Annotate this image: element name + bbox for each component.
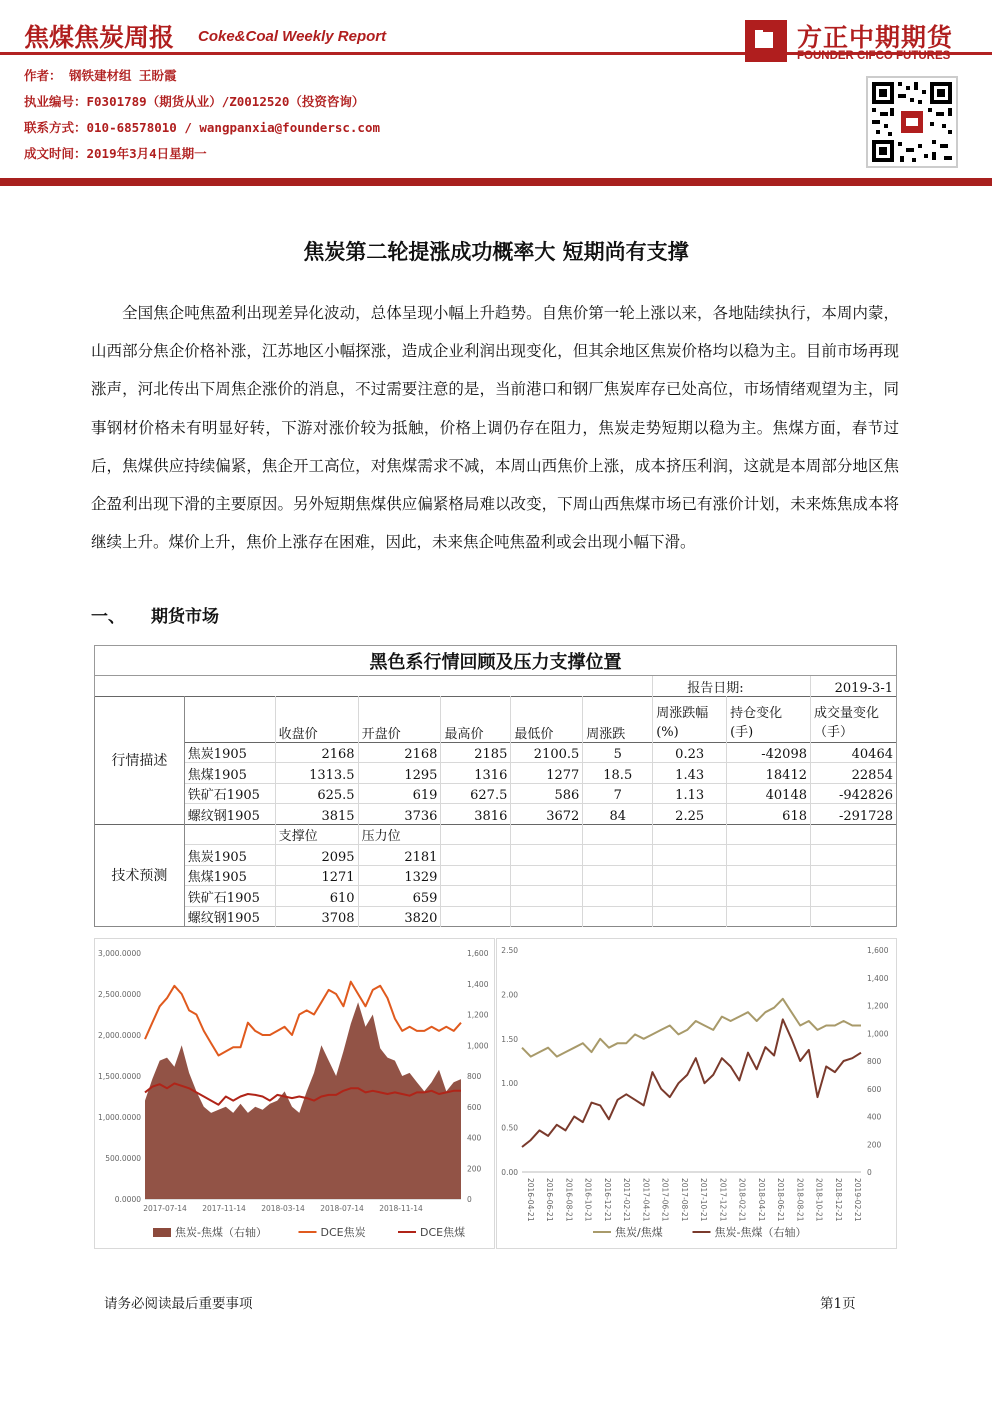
x-tick-label: 2018-03-14 [261,1204,305,1213]
y-right-tick-label: 600 [867,1084,882,1094]
chart-2-svg [497,939,896,1248]
y-right-tick-label: 600 [467,1102,482,1112]
x-tick-label: 2018-06-21 [776,1178,786,1222]
series-line [522,999,861,1057]
x-tick-label: 2018-12-21 [833,1178,843,1222]
cell: 1316 [441,763,511,784]
series-line [145,982,461,1056]
x-tick-label: 2016-10-21 [583,1178,593,1222]
y-left-tick-label: 0.00 [501,1168,518,1177]
report-title-en: Coke&Coal Weekly Report [198,28,387,45]
x-tick-label: 2018-10-21 [814,1178,824,1222]
col-header: 开盘价 [358,696,441,742]
cell: 610 [275,886,358,907]
x-tick-label: 2018-11-14 [379,1204,423,1213]
report-date-value: 2019-3-1 [811,676,897,697]
x-tick-label: 2017-12-21 [718,1178,728,1222]
x-tick-label: 2016-08-21 [564,1178,574,1222]
x-tick-label: 2017-10-21 [699,1178,709,1222]
col-header: 最高价 [441,696,511,742]
cell: 1.43 [653,763,727,784]
cell: 2095 [275,845,358,866]
row-name: 焦炭1905 [187,747,247,762]
page-number: 第1页 [820,1296,856,1312]
legend-label: DCE焦炭 [320,1226,366,1239]
y-right-tick-label: 200 [467,1164,482,1174]
logo-text-cn: 方正中期期货 [797,23,954,52]
report-header [0,0,992,178]
cell: 1313.5 [275,763,358,784]
cell: 586 [511,783,583,804]
y-right-tick-label: 200 [867,1140,882,1150]
x-tick-label: 2017-08-21 [679,1178,689,1222]
y-left-tick-label: 2,000.0000 [98,1031,141,1040]
x-tick-label: 2016-12-21 [602,1178,612,1222]
y-left-tick-label: 2.00 [501,990,518,1000]
cell: 84 [583,804,653,825]
cell: 7 [583,783,653,804]
x-tick-label: 2016-06-21 [545,1178,555,1222]
section-heading [91,602,219,627]
y-right-tick-label: 1,600 [467,949,489,958]
y-left-tick-label: 2,500.0000 [98,990,141,999]
market-description-label: 行情描述 [95,696,185,824]
y-right-tick-label: 1,200 [867,1001,889,1011]
cell: 3708 [275,906,358,927]
cell: -942826 [811,783,897,804]
x-tick-label: 2018-02-21 [737,1178,747,1222]
y-right-tick-label: 1,000 [467,1041,489,1051]
cell: 2185 [441,742,511,763]
cell: 40464 [811,742,897,763]
y-right-tick-label: 1,000 [867,1029,889,1039]
series-area [145,1002,461,1199]
x-tick-label: 2018-04-21 [756,1178,766,1222]
author-line: 作者： 钢铁建材组 王盼霞 [24,68,177,83]
row-name: 焦煤1905 [187,767,247,783]
chart-1-svg [95,939,494,1248]
cell: 2.25 [653,804,727,825]
cell: 0.23 [653,742,727,763]
tech-forecast-label: 技术预测 [95,824,185,927]
col-header: 周涨跌 [583,696,653,742]
cell: 3816 [441,804,511,825]
row-name: 铁矿石1905 [187,788,260,803]
section-number: 一、 [91,607,125,627]
legend-swatch [153,1228,171,1237]
cell: 18412 [727,763,811,784]
x-tick-label: 2017-04-21 [641,1178,651,1222]
cell: 627.5 [441,783,511,804]
cell: 1277 [511,763,583,784]
x-tick-label: 2016-04-21 [526,1178,535,1222]
col-header: 持仓变化 (手) [727,696,811,742]
x-tick-label: 2018-07-14 [320,1204,364,1213]
y-left-tick-label: 1.50 [501,1034,518,1044]
y-right-tick-label: 400 [467,1133,482,1143]
tech-col-header: 压力位 [358,824,441,845]
x-tick-label: 2019-02-21 [853,1178,862,1222]
y-right-tick-label: 1,400 [467,979,489,989]
cell: 2100.5 [511,742,583,763]
y-right-tick-label: 1,200 [467,1010,489,1020]
y-right-tick-label: 0 [467,1195,472,1204]
y-left-tick-label: 0.50 [501,1123,518,1133]
y-right-tick-label: 1,400 [867,973,889,983]
y-right-tick-label: 800 [867,1057,882,1066]
logo-mark-icon [745,20,787,62]
cell: 3815 [275,804,358,825]
y-left-tick-label: 500.0000 [105,1154,141,1163]
legend-label: 焦炭-焦煤（右轴） [175,1226,267,1239]
y-left-tick-label: 1,000.0000 [98,1113,141,1122]
cell: -291728 [811,804,897,825]
cell: 2181 [358,845,441,866]
col-header: 收盘价 [275,696,358,742]
x-tick-label: 2017-07-14 [143,1204,187,1213]
row-name: 螺纹钢1905 [187,808,260,824]
y-left-tick-label: 0.0000 [114,1195,141,1204]
summary-text: 全国焦企吨焦盈利出现差异化波动，总体呈现小幅上升趋势。自焦价第一轮上涨以来，各地陆续执行，本周内蒙，山西部分焦企价格补涨，江苏地区小幅探涨，造成企业利润出现变化，但其余地区焦炭价格均以稳为主。目前市场再现涨声，河北传出下周焦企涨价的消息，不过需要注意的是，当前港口和钢厂焦炭库存已处高位，市场情绪观望为主，同事钢材价格未有明显好转，下游对涨价较为抵触，价格上调仍存在阻力，焦炭走势短期以稳为主。焦煤方面，春节过后，焦煤供应持续偏紧，焦企开工高位，对焦煤需求不减，本周山西焦价上涨，成本挤压利润，这就是本周部分地区焦企盈利出现下滑的主要原因。另外短期焦煤供应偏紧格局难以改变，下周山西焦煤市场已有涨价计划，未来炼焦成本将继续上升。煤价上升，焦价上涨存在困难，因此，未来焦企吨焦盈利或会出现小幅下滑。 [91,304,899,552]
chart-coke-coal-spread [94,938,495,1249]
legend-label: DCE焦煤 [420,1226,466,1239]
x-tick-label: 2017-06-21 [660,1178,670,1222]
cell: 1329 [358,865,441,886]
summary-paragraph [91,294,899,561]
company-logo [745,18,980,68]
legend-label: 焦炭/焦煤 [615,1226,663,1239]
chart-coke-coal-ratio [496,938,897,1249]
report-title: 焦煤焦炭周报 [24,23,175,52]
cell: 22854 [811,763,897,784]
cell: 659 [358,886,441,907]
x-tick-label: 2017-11-14 [202,1204,246,1213]
cell: 3820 [358,906,441,927]
y-left-tick-label: 3,000.0000 [98,949,141,958]
cell: -42098 [727,742,811,763]
y-left-tick-label: 1,500.0000 [98,1072,141,1081]
cell: 619 [358,783,441,804]
report-date-label: 报告日期: [653,676,811,697]
cell: 3736 [358,804,441,825]
footer-notice: 请务必阅读最后重要事项 [104,1296,253,1312]
qr-code-icon [866,76,958,168]
cell: 2168 [275,742,358,763]
cell: 5 [583,742,653,763]
license-line: 执业编号：F0301789（期货从业）/Z0012520（投资咨询） [24,94,365,109]
y-right-tick-label: 0 [867,1168,872,1177]
contact-line: 联系方式：010-68578010 / wangpanxia@foundersc.com [24,120,380,135]
row-name: 铁矿石1905 [187,890,260,906]
row-name: 螺纹钢1905 [187,911,260,926]
cell: 625.5 [275,783,358,804]
col-header: 成交量变化 （手） [811,696,897,742]
header-bottom-band [0,178,992,186]
cell: 1.13 [653,783,727,804]
cell: 3672 [511,804,583,825]
tech-col-header: 支撑位 [275,824,358,845]
cell: 1295 [358,763,441,784]
market-review-table [94,645,897,927]
series-line [522,1019,861,1147]
cell: 2168 [358,742,441,763]
cell: 18.5 [583,763,653,784]
cell: 1271 [275,865,358,886]
col-header: 周涨跌幅 (%) [653,696,727,742]
x-tick-label: 2017-02-21 [622,1178,632,1222]
date-line: 成文时间：2019年3月4日星期一 [24,146,207,161]
logo-text-en: FOUNDER CIFCO FUTURES [797,50,951,62]
legend-label: 焦炭-焦煤（右轴） [714,1226,807,1239]
table-title: 黑色系行情回顾及压力支撑位置 [95,646,897,676]
section-title: 期货市场 [151,607,219,627]
y-right-tick-label: 800 [467,1072,482,1081]
col-header: 最低价 [511,696,583,742]
y-left-tick-label: 2.50 [501,946,518,955]
row-name: 焦煤1905 [187,870,247,885]
cell: 618 [727,804,811,825]
cell: 40148 [727,783,811,804]
y-right-tick-label: 1,600 [867,946,889,955]
row-name: 焦炭1905 [187,849,247,865]
x-tick-label: 2018-08-21 [795,1178,805,1222]
y-right-tick-label: 400 [867,1112,882,1122]
article-title: 焦炭第二轮提涨成功概率大 短期尚有支撑 [303,240,689,264]
y-left-tick-label: 1.00 [501,1079,518,1089]
